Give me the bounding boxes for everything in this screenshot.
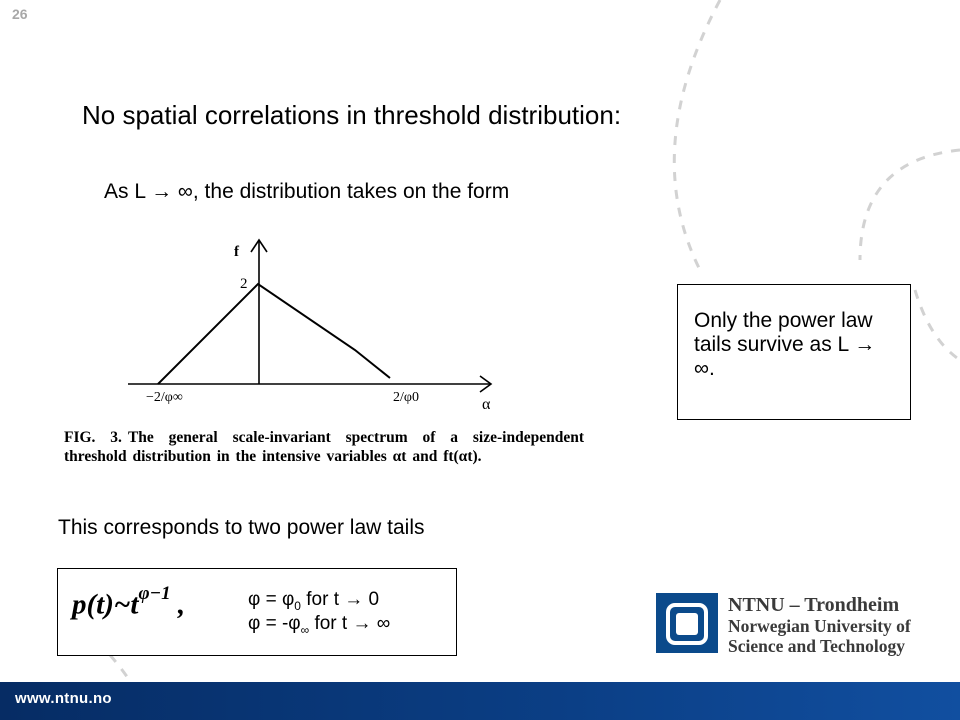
note-text: Only the power law tails survive as L → ∞. [694, 309, 876, 380]
page-number: 26 [12, 6, 28, 22]
peak-label: 2 [240, 276, 248, 292]
cond1-suffix: for t → 0 [300, 589, 380, 610]
note-box [677, 284, 911, 420]
formula-separator: , [177, 588, 186, 621]
left-tick-label: −2/φ∞ [146, 390, 183, 405]
ntnu-wordmark [728, 594, 911, 656]
caption-text: The general scale-invariant spectrum of a size-independent threshold distribution in the intensive variables αt and ft(αt). [64, 429, 584, 465]
right-tick-label: 2/φ0 [393, 390, 419, 405]
ntnu-logo-icon [656, 593, 718, 653]
corresponds-text: This corresponds to two power law tails [58, 516, 425, 539]
formula-box [57, 568, 457, 656]
logo-square [676, 613, 698, 635]
cond2-prefix: φ = -φ [248, 613, 301, 634]
spectrum-figure [60, 232, 584, 502]
cond2-sub: ∞ [300, 622, 310, 637]
ntnu-line2: Norwegian University of [728, 616, 911, 636]
cond2-suffix: for t → ∞ [309, 613, 391, 634]
power-law-formula [72, 583, 186, 622]
spectrum-curve [158, 284, 390, 384]
slide-subtitle: As L → ∞, the distribution takes on the form [104, 180, 510, 203]
slide-title: No spatial correlations in threshold distribution: [82, 100, 622, 130]
footer-bar [0, 682, 960, 720]
spectrum-plot [60, 232, 580, 427]
formula-main-text: p(t)~t [72, 588, 139, 621]
formula-exponent: φ−1 [138, 583, 171, 604]
condition-small-t [248, 589, 379, 613]
x-axis-label: α [482, 396, 491, 413]
figure-caption [64, 428, 584, 466]
ntnu-line1: NTNU – Trondheim [728, 594, 900, 616]
caption-label: FIG. 3. [64, 429, 122, 446]
y-axis-label: f [234, 244, 239, 260]
ntnu-line3: Science and Technology [728, 636, 905, 656]
footer-url[interactable]: www.ntnu.no [15, 690, 112, 707]
condition-large-t [248, 613, 390, 637]
cond1-sub: 0 [294, 598, 301, 613]
cond1-prefix: φ = φ [248, 589, 295, 610]
